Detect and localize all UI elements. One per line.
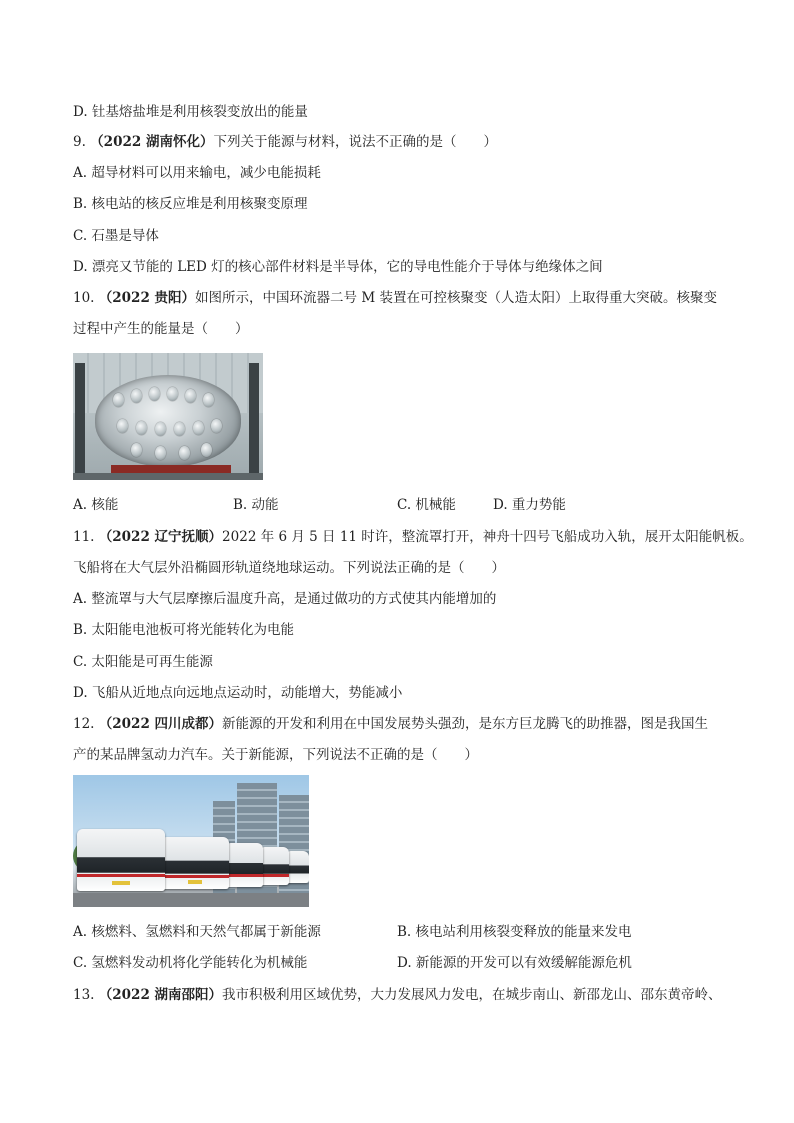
q10-option-a: A. 核能 xyxy=(73,497,119,513)
q13-text: 我市积极利用区域优势，大力发展风力发电，在城步南山、新邵龙山、邵东黄帝岭、 xyxy=(222,987,722,1003)
q11-option-d: D. 飞船从近地点向远地点运动时，动能增大，势能减小 xyxy=(73,685,403,701)
q13-stem xyxy=(73,986,722,1004)
q10-number: 10. xyxy=(73,290,99,306)
q10-stem xyxy=(73,289,717,307)
q11-option-b: B. 太阳能电池板可将光能转化为电能 xyxy=(73,622,295,638)
q12-option-b: B. 核电站利用核裂变释放的能量来发电 xyxy=(397,924,632,940)
q11-option-c: C. 太阳能是可再生能源 xyxy=(73,654,213,670)
hydrogen-bus-photo xyxy=(73,775,309,907)
q12-option-c: C. 氢燃料发动机将化学能转化为机械能 xyxy=(73,955,308,971)
q10-source: （2022 贵阳） xyxy=(98,290,196,306)
q9-option-b: B. 核电站的核反应堆是利用核聚变原理 xyxy=(73,196,308,212)
tokamak-photo xyxy=(73,353,263,480)
q12-option-d: D. 新能源的开发可以有效缓解能源危机 xyxy=(397,955,632,971)
q8-option-d: D. 钍基熔盐堆是利用核裂变放出的能量 xyxy=(73,104,308,120)
q12-stem xyxy=(73,715,708,733)
q10-option-b: B. 动能 xyxy=(233,497,279,513)
q11-stem xyxy=(73,528,753,546)
q12-number: 12. xyxy=(73,716,99,732)
q10-option-d: D. 重力势能 xyxy=(493,497,566,513)
q12-stem-cont: 产的某品牌氢动力汽车。关于新能源，下列说法不正确的是（ ） xyxy=(73,747,478,763)
q12-source: （2022 四川成都） xyxy=(98,716,223,732)
q11-number: 11. xyxy=(73,529,99,545)
q11-option-a: A. 整流罩与大气层摩擦后温度升高，是通过做功的方式使其内能增加的 xyxy=(73,591,497,607)
q10-text: 如图所示，中国环流器二号 M 装置在可控核聚变（人造太阳）上取得重大突破。核聚变 xyxy=(195,290,717,306)
q12-text: 新能源的开发和利用在中国发展势头强劲，是东方巨龙腾飞的助推器，图是我国生 xyxy=(222,716,709,732)
q13-source: （2022 湖南邵阳） xyxy=(98,987,223,1003)
q9-option-d: D. 漂亮又节能的 LED 灯的核心部件材料是半导体，它的导电性能介于导体与绝缘体之间 xyxy=(73,259,603,275)
q13-number: 13. xyxy=(73,987,99,1003)
q11-source: （2022 辽宁抚顺） xyxy=(98,529,223,545)
q12-option-a: A. 核燃料、氢燃料和天然气都属于新能源 xyxy=(73,924,321,940)
q10-option-c: C. 机械能 xyxy=(397,497,456,513)
q9-stem xyxy=(73,133,497,151)
q9-source: （2022 湖南怀化） xyxy=(90,134,214,150)
q11-stem-cont: 飞船将在大气层外沿椭圆形轨道绕地球运动。下列说法正确的是（ ） xyxy=(73,560,505,576)
q9-option-c: C. 石墨是导体 xyxy=(73,228,159,244)
q9-option-a: A. 超导材料可以用来输电，减少电能损耗 xyxy=(73,165,321,181)
q10-stem-cont: 过程中产生的能量是（ ） xyxy=(73,321,249,337)
q9-text: 下列关于能源与材料，说法不正确的是（ ） xyxy=(213,134,497,150)
q9-number: 9. xyxy=(73,134,91,150)
q11-text: 2022 年 6 月 5 日 11 时许，整流罩打开，神舟十四号飞船成功入轨，展开太阳能帆板。 xyxy=(222,529,753,545)
